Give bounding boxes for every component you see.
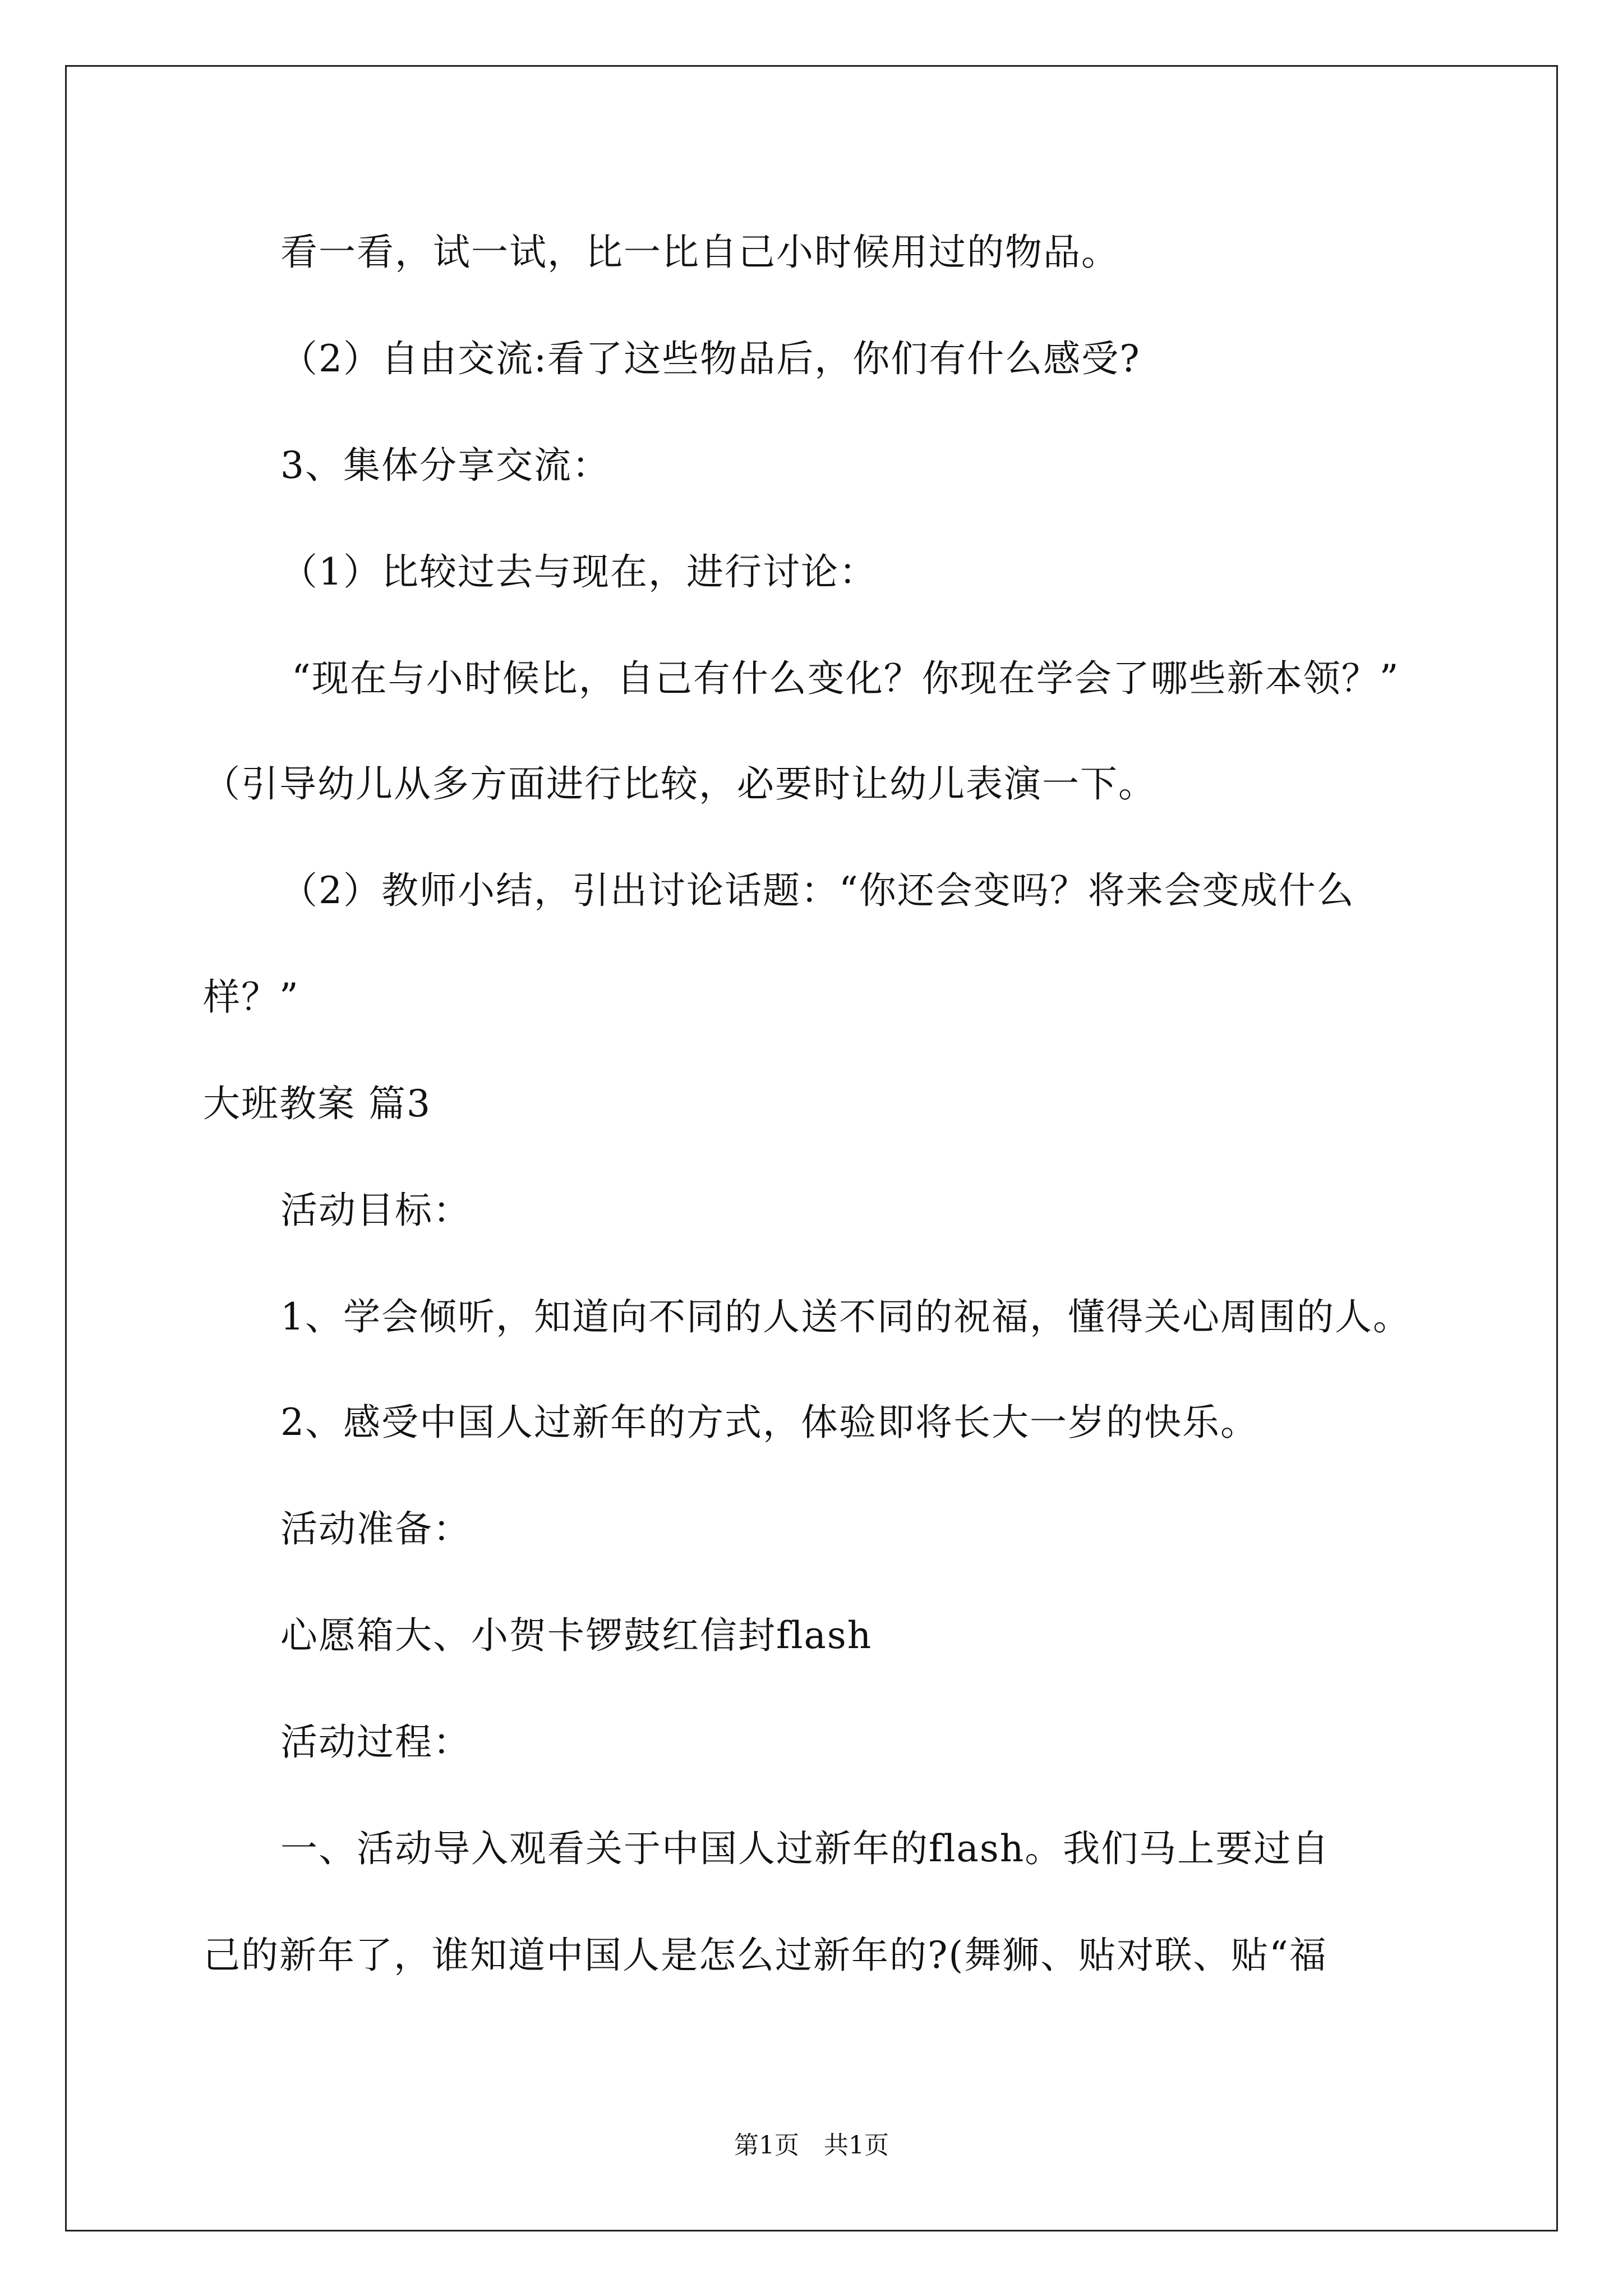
text-line-5: “现在与小时候比，自己有什么变化？你现在学会了哪些新本领？”	[292, 657, 1400, 700]
text-line-14: 心愿箱大、小贺卡锣鼓红信封flash	[280, 1614, 873, 1657]
text-line-8: 样？”	[203, 976, 299, 1019]
section-heading: 大班教案 篇3	[203, 1082, 431, 1125]
text-line-6: （引导幼儿从多方面进行比较，必要时让幼儿表演一下。	[203, 762, 1156, 806]
text-line-12: 2、感受中国人过新年的方式，体验即将长大一岁的快乐。	[280, 1401, 1258, 1444]
text-line-3: 3、集体分享交流：	[280, 444, 610, 487]
text-line-15: 活动过程：	[280, 1720, 471, 1764]
text-line-13: 活动准备：	[280, 1507, 471, 1550]
page-border	[65, 65, 1558, 2231]
text-line-11: 1、学会倾听，知道向不同的人送不同的祝福，懂得关心周围的人。	[280, 1295, 1411, 1338]
text-line-16: 一、活动导入观看关于中国人过新年的flash。我们马上要过自	[280, 1827, 1330, 1870]
text-line-7: （2）教师小结，引出讨论话题：“你还会变吗？将来会变成什么	[280, 869, 1355, 912]
text-line-10: 活动目标：	[280, 1189, 471, 1232]
page-footer: 第1页 共1页	[734, 2131, 889, 2160]
text-line-4: （1）比较过去与现在，进行讨论：	[280, 550, 877, 593]
text-line-1: 看一看，试一试，比一比自己小时候用过的物品。	[280, 231, 1119, 274]
text-line-2: （2）自由交流:看了这些物品后，你们有什么感受?	[280, 337, 1141, 380]
text-line-17: 己的新年了，谁知道中国人是怎么过新年的?(舞狮、贴对联、贴“福	[203, 1934, 1327, 1977]
